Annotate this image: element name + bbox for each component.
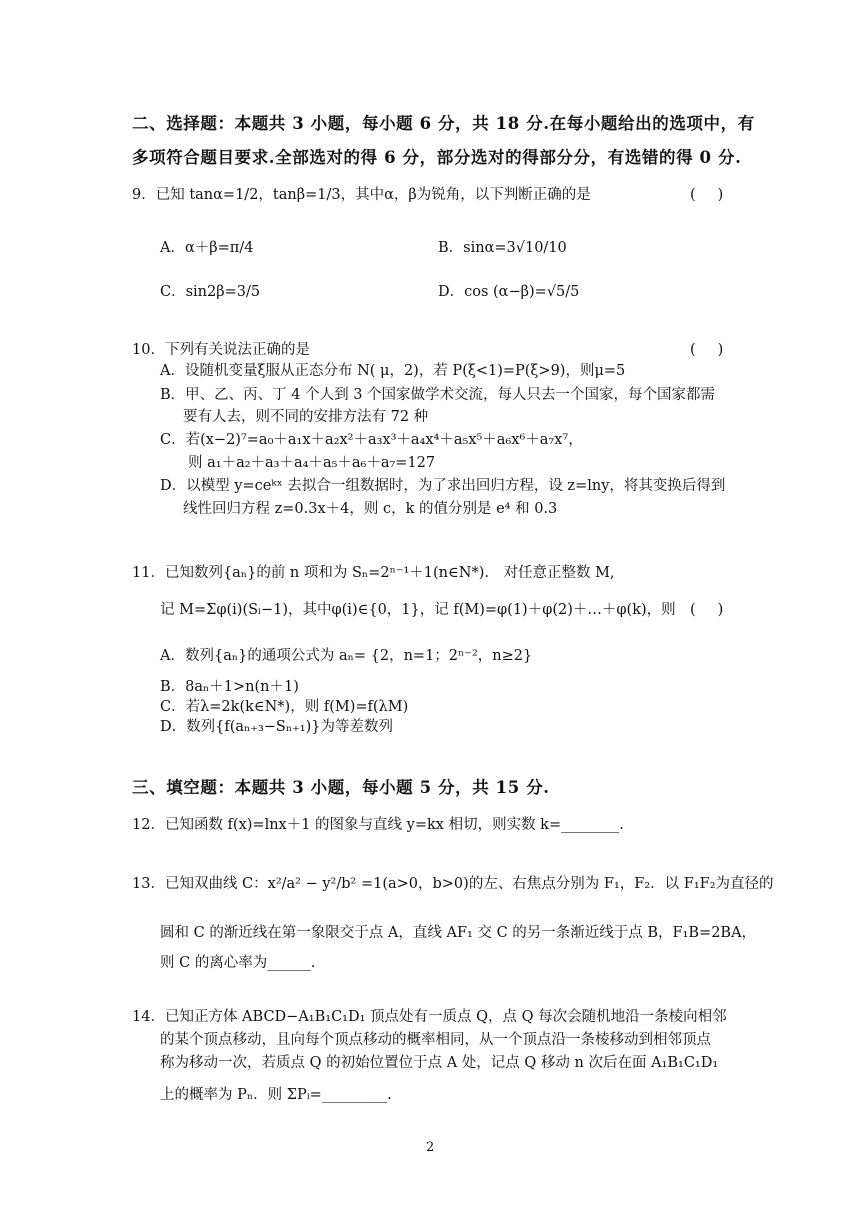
q14-line4: 上的概率为 Pₙ．则 ΣPᵢ=_________.	[160, 1087, 392, 1103]
q11-stem-line1: 11．已知数列{aₙ}的前 n 项和为 Sₙ=2ⁿ⁻¹＋1(n∈N*). 对任意正整数 M,	[132, 565, 615, 581]
q11-option-a: A．数列{aₙ}的通项公式为 aₙ= {2，n=1；2ⁿ⁻²，n≥2}	[160, 648, 533, 664]
q10-option-b-line2: 要有人去，则不同的安排方法有 72 种	[183, 409, 429, 425]
q14-line1: 14．已知正方体 ABCD−A₁B₁C₁D₁ 顶点处有一质点 Q，点 Q 每次会随机地沿一条棱向相邻	[132, 1009, 727, 1025]
q9-option-b: B．sinα=3√10/10	[438, 240, 567, 256]
q9-option-c: C．sin2β=3/5	[160, 284, 261, 300]
q11-stem-line2: 记 M=Σφ(i)(Sᵢ−1)，其中φ(i)∈{0，1}，记 f(M)=φ(1)＋φ(2)＋…＋φ(k)，则	[160, 602, 676, 618]
q11-option-c: C．若λ=2k(k∈N*)，则 f(M)=f(λM)	[160, 699, 409, 715]
q10-option-c-line1: C．若(x−2)⁷=a₀＋a₁x＋a₂x²＋a₃x³＋a₄x⁴＋a₅x⁵＋a₆x⁶＋a₇x⁷，	[160, 432, 583, 448]
q10-option-a: A．设随机变量ξ服从正态分布 N( μ，2)，若 P(ξ<1)=P(ξ>9)，则μ=5	[160, 363, 626, 379]
q13-line3: 则 C 的离心率为______.	[160, 955, 316, 971]
q10-option-c-line2: 则 a₁＋a₂＋a₃＋a₄＋a₅＋a₆＋a₇=127	[188, 455, 436, 471]
section2-heading-line1: 二、选择题：本题共 3 小题，每小题 6 分，共 18 分.在每小题给出的选项中，有	[132, 114, 755, 133]
q10-answer-paren: ( )	[690, 342, 724, 358]
q11-option-d: D．数列{f(aₙ₊₃−Sₙ₊₁)}为等差数列	[160, 719, 393, 735]
section2-heading-line2: 多项符合题目要求.全部选对的得 6 分，部分选对的得部分分，有选错的得 0 分.	[132, 148, 742, 167]
q11-option-b: B．8aₙ＋1>n(n＋1)	[160, 679, 299, 695]
q14-line3: 称为移动一次，若质点 Q 的初始位置位于点 A 处，记点 Q 移动 n 次后在面 A₁B₁C₁D₁	[160, 1055, 719, 1071]
q13-line1: 13．已知双曲线 C：x²/a² − y²/b² =1(a>0，b>0)的左、右焦点分别为 F₁，F₂．以 F₁F₂为直径的	[132, 876, 774, 892]
q10-stem: 10．下列有关说法正确的是	[132, 342, 310, 358]
section3-heading: 三、填空题：本题共 3 小题，每小题 5 分，共 15 分.	[132, 778, 550, 797]
q11-answer-paren: ( )	[690, 602, 724, 618]
q14-line2: 的某个顶点移动，且向每个顶点移动的概率相同，从一个顶点沿一条棱移动到相邻顶点	[160, 1032, 711, 1048]
q12-text: 12．已知函数 f(x)=lnx＋1 的图象与直线 y=kx 相切，则实数 k=________.	[132, 817, 624, 833]
q13-line2: 圆和 C 的渐近线在第一象限交于点 A，直线 AF₁ 交 C 的另一条渐近线于点 B，F₁B=2BA，	[160, 925, 757, 941]
q9-stem: 9．已知 tanα=1/2，tanβ=1/3，其中α，β为锐角，以下判断正确的是	[132, 187, 591, 203]
q9-answer-paren: ( )	[690, 187, 724, 203]
q10-option-d-line1: D．以模型 y=ceᵏˣ 去拟合一组数据时，为了求出回归方程，设 z=lny，将其变换后得到	[160, 478, 726, 494]
q10-option-d-line2: 线性回归方程 z=0.3x＋4，则 c，k 的值分别是 e⁴ 和 0.3	[183, 501, 558, 517]
page-number: 2	[426, 1140, 435, 1155]
q9-option-a: A．α＋β=π/4	[160, 240, 254, 256]
q10-option-b-line1: B．甲、乙、丙、丁 4 个人到 3 个国家做学术交流，每人只去一个国家，每个国家都需	[160, 387, 716, 403]
q9-option-d: D．cos (α−β)=√5/5	[438, 284, 580, 300]
